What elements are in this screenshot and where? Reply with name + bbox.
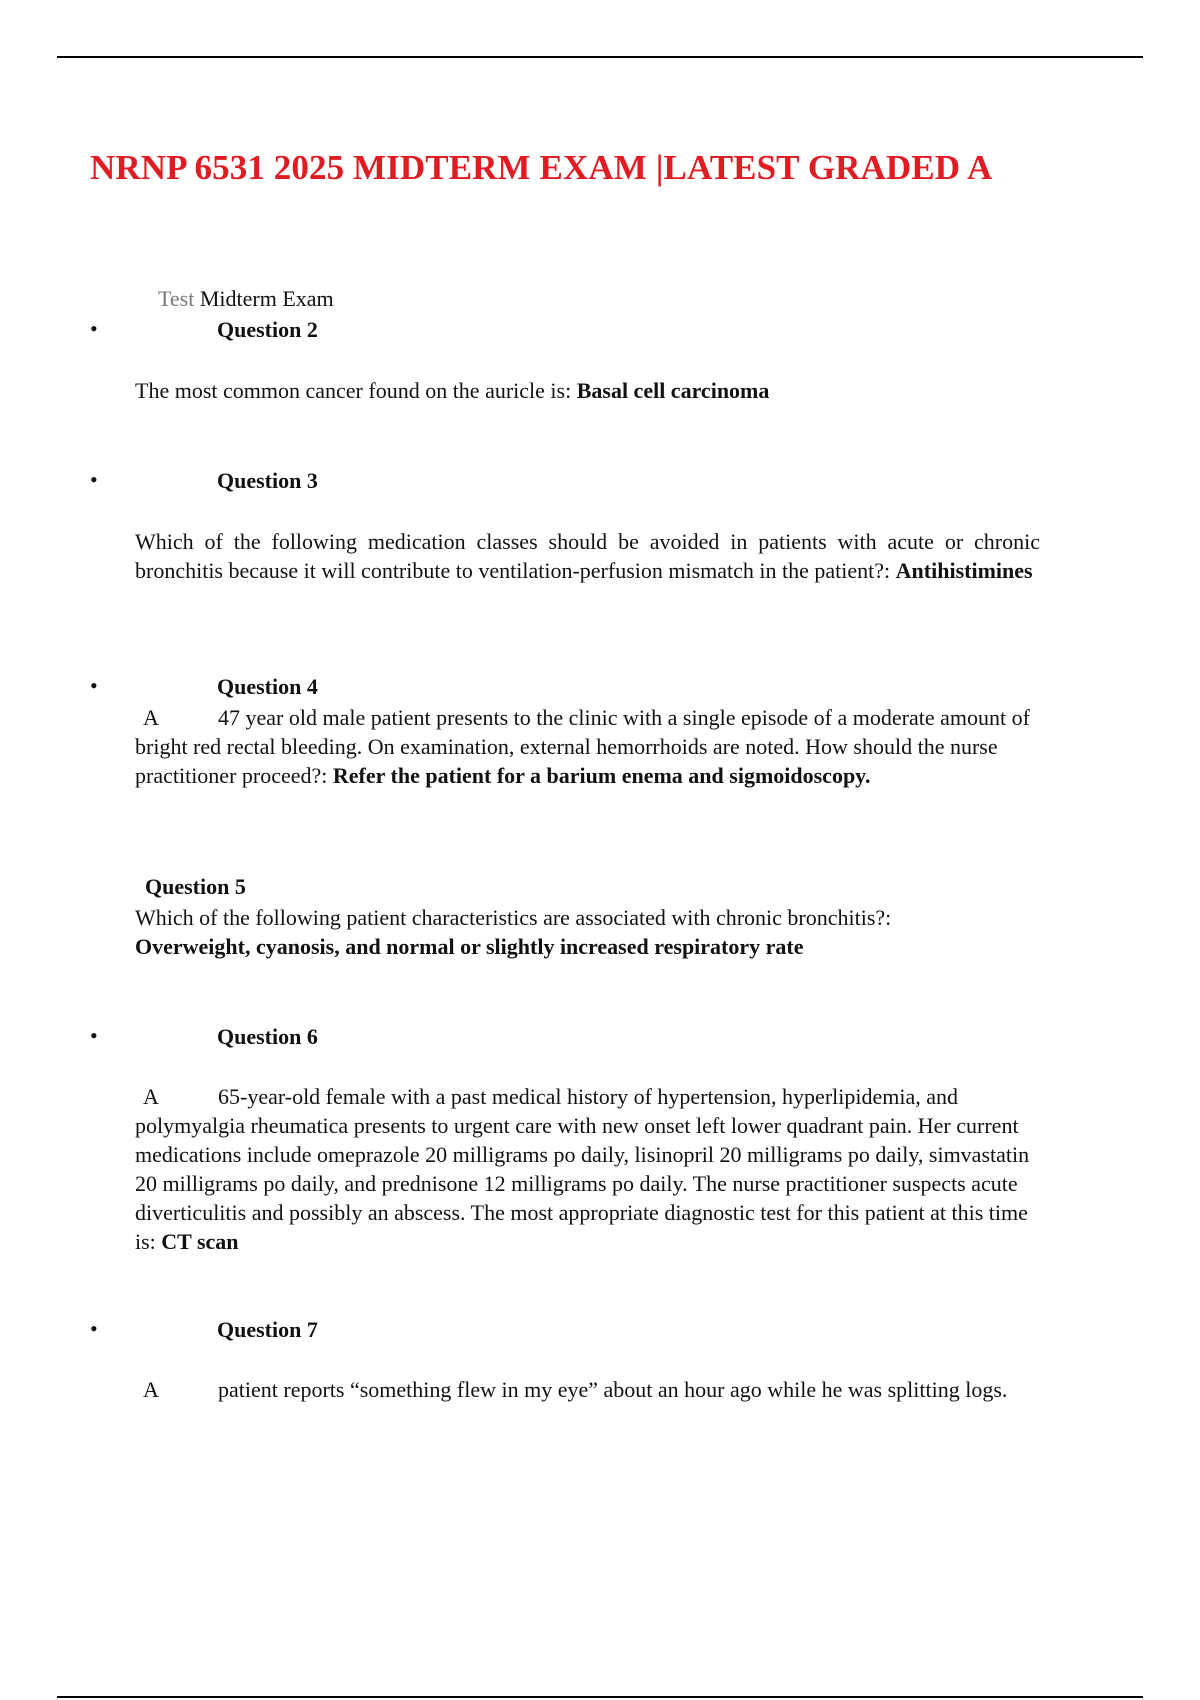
question-3-heading: Question 3 (217, 468, 318, 493)
question-3-text: Which of the following medication classes should be avoided in patients with acute or chronic bronchitis because it will contribute to ventilation-perfusion mismatch in the patient?: (135, 529, 1040, 583)
exam-name: Midterm Exam (199, 286, 334, 311)
question-6-lead: A (143, 1084, 159, 1109)
question-5-answer: Overweight, cyanosis, and normal or slightly increased respiratory rate (135, 934, 804, 959)
question-4-text: 47 year old male patient presents to the clinic with a single episode of a moderate amount of bright red rectal bleeding. On examination, external hemorrhoids are noted. How should the nurse practitioner proceed?: (135, 705, 1030, 788)
question-3-answer: Antihistimines (895, 558, 1033, 583)
bullet-icon: • (90, 1023, 98, 1048)
question-7-body (135, 1375, 1040, 1404)
question-7-heading: Question 7 (217, 1317, 318, 1342)
question-7-text: patient reports “something flew in my eye” about an hour ago while he was splitting logs. (218, 1377, 1008, 1402)
question-4-body (135, 703, 1040, 790)
question-5-body (135, 903, 1040, 961)
document-title: NRNP 6531 2025 MIDTERM EXAM |LATEST GRADED A (90, 148, 993, 187)
bullet-icon: • (90, 316, 98, 341)
question-5-heading: Question 5 (145, 874, 246, 899)
test-label: Test (158, 286, 195, 311)
top-rule (57, 56, 1143, 58)
question-6-heading: Question 6 (217, 1024, 318, 1049)
question-4-heading: Question 4 (217, 674, 318, 699)
question-4-lead: A (143, 705, 159, 730)
question-2-heading: Question 2 (217, 317, 318, 342)
bullet-icon: • (90, 467, 98, 492)
question-7-lead: A (143, 1377, 159, 1402)
question-2-text: The most common cancer found on the auricle is: (135, 378, 572, 403)
question-6-answer: CT scan (161, 1229, 239, 1254)
question-6-text: 65-year-old female with a past medical history of hypertension, hyperlipidemia, and polymyalgia rheumatica presents to urgent care with new onset left lower quadrant pain. Her current medications include omeprazole 20 milligrams po daily, lisinopril 20 milligrams po daily, simvastatin 20 milligrams po daily, and prednisone 12 milligrams po daily. The nurse practitioner suspects acute diverticulitis and possibly an abscess. The most appropriate diagnostic test for this patient at this time is: (135, 1084, 1030, 1254)
question-4-answer: Refer the patient for a barium enema and sigmoidoscopy. (332, 763, 871, 788)
question-5-text: Which of the following patient characteristics are associated with chronic bronchitis?: (135, 905, 892, 930)
bullet-icon: • (90, 1316, 98, 1341)
question-3-body (135, 527, 1040, 585)
question-2-answer: Basal cell carcinoma (576, 378, 770, 403)
test-header (158, 286, 334, 312)
bottom-rule (57, 1696, 1143, 1698)
question-2-body (135, 376, 1040, 405)
question-6-body (135, 1082, 1040, 1256)
bullet-icon: • (90, 673, 98, 698)
